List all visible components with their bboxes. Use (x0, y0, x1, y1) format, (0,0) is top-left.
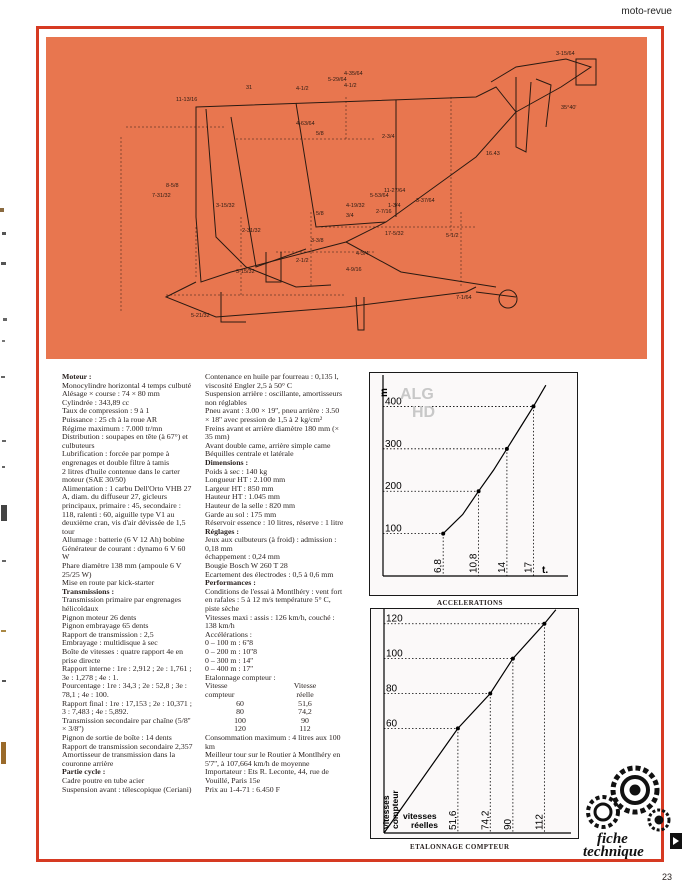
dimension-label: 2-31/32 (242, 228, 261, 234)
badge-line-1: fiche (597, 831, 628, 847)
dimension-label: 2-7/16 (376, 209, 392, 215)
spec-line: Consommation maximum : 4 litres aux 100 km (205, 732, 341, 751)
x-tick-label: 17 (523, 561, 535, 573)
spec-line: Ecartement des électrodes : 0,5 à 0,6 mm (205, 569, 334, 579)
x-tick-label: 51,6 (447, 810, 459, 830)
x-tick-label: 74,2 (480, 810, 492, 830)
y-tick-label: 100 (385, 523, 402, 535)
dimension-label: 3-15/32 (236, 269, 255, 275)
spec-line: Cadre poutre en tube acier (62, 775, 145, 785)
spec-line: Pourcentage : 1re : 34,3 ; 2e : 52,8 ; 3e : 78,1 ; 4e : 100. (62, 681, 187, 699)
dimension-label: 5/8 (316, 211, 324, 217)
left-page-edge (0, 0, 10, 890)
spec-line: Hauteur de la selle : 820 mm (205, 500, 296, 510)
table-cell: 80 (236, 707, 244, 717)
spec-line: Avant double came, arrière simple came (205, 440, 331, 450)
spec-line: Amortisseur de transmission dans la couronne arrière (62, 750, 176, 768)
spec-heading: Partie cycle : (62, 767, 106, 777)
dimension-label: 2-1/2 (296, 258, 309, 264)
x-axis-title: vitesses (403, 811, 437, 821)
table-header: compteur (205, 689, 235, 699)
dimension-label: 11-13/16 (176, 97, 198, 103)
spec-heading: Transmissions : (62, 586, 115, 596)
y-axis-title: compteur (390, 790, 400, 829)
spec-line: Importateur : Ets R. Leconte, 44, rue de Vouillé, Paris 15e (205, 767, 329, 785)
spec-line: Transmission primaire par engrenages hélicoïdaux (62, 595, 182, 614)
dimension-label: 3-15/32 (216, 203, 235, 209)
x-tick-label: 112 (534, 814, 546, 830)
spec-line: Béquilles centrale et latérale (205, 449, 294, 459)
x-axis-title: réelles (411, 820, 438, 830)
spec-line: Contenance en huile par fourreau : 0,135 l, viscosité Engler 2,5 à 50° C (205, 372, 339, 390)
spec-column-2 (205, 373, 345, 794)
spec-line: Rapport final : 1re : 17,153 ; 2e : 10,371 ; 3 : 7,483 ; 4e : 5,892. (62, 698, 192, 717)
table-cell: 120 (234, 724, 246, 734)
spec-line: 2 litres d'huile contenue dans le carter moteur (SAE 30/50) (62, 466, 180, 485)
y-axis-unit: m (379, 388, 390, 397)
spec-line: Alimentation : 1 carbu Dell'Orto VHB 27 A, diam. du diffuseur 27, gicleurs principaux, primaire : 45, secondaire : 118, ralenti : 60, aiguille type V1 au deuxième cran, vis d'air dévissée de 1,5 tour (62, 483, 192, 536)
spec-line: 0 – 400 m : 17'' (205, 664, 254, 674)
speedometer-calibration-chart (370, 608, 579, 839)
dimension-label: 8-5/8 (166, 183, 179, 189)
x-tick-label: 14 (496, 561, 508, 573)
spec-line: Puissance : 25 ch à la roue AR (62, 414, 158, 424)
table-header: Vitesse (293, 681, 317, 691)
y-tick-label: 60 (386, 718, 398, 730)
x-axis-unit: t. (542, 565, 549, 576)
spec-line: Allumage : batterie (6 V 12 Ah) bobine (62, 535, 185, 545)
fiche-technique-badge (577, 748, 671, 860)
spec-line: Rapport interne : 1re : 2,912 ; 2e : 1,761 ; 3e : 1,278 ; 4e : 1. (62, 664, 192, 682)
spec-line: Embrayage : multidisque à sec (62, 638, 158, 648)
dimension-label: 2-3/4 (382, 134, 395, 140)
spec-line: Poids à sec : 140 kg (205, 466, 268, 476)
spec-line: Vitesses maxi : assis : 126 km/h, couché : 138 km/h (205, 612, 335, 631)
spec-line: Etalonnage compteur : (205, 672, 276, 682)
dimension-label: 5-21/32 (191, 313, 210, 319)
dimension-label: 5-1/2 (446, 233, 459, 239)
y-tick-label: 120 (386, 613, 403, 625)
spec-line: Rapport de transmission secondaire 2,357 (62, 741, 193, 751)
dimension-label: 31 (246, 85, 253, 91)
spec-line: Pignon embrayage 65 dents (62, 621, 149, 631)
spec-line: Alésage × course : 74 × 80 mm (62, 389, 160, 399)
watermark: ALG (400, 386, 434, 403)
dimension-label: 17-5/32 (385, 231, 404, 237)
table-cell: 74,2 (298, 707, 312, 717)
spec-line: Accélérations : (205, 629, 252, 639)
table-header: Vitesse (205, 681, 228, 691)
y-tick-label: 100 (386, 648, 403, 660)
spec-line: Conditions de l'essai à Montlhéry : vent fort en rafales : 5 à 12 m/s température 5° C, piste sèche (205, 586, 343, 614)
spec-heading: Moteur : (62, 372, 92, 381)
table-cell: 60 (236, 698, 244, 708)
dimension-label: 5-29/64 (328, 77, 347, 83)
dimension-label: 4-19/32 (346, 203, 365, 209)
dimension-label: 11-27/64 (384, 188, 406, 194)
dimension-label: 1-3/4 (388, 203, 401, 209)
dimension-label: 3-15/64 (556, 51, 575, 57)
spec-line: Phare diamètre 138 mm (ampoule 6 V 25/25 W) (62, 561, 182, 579)
spec-line: Garde au sol : 175 mm (205, 509, 277, 519)
spec-line: Générateur de courant : dynamo 6 V 60 W (62, 543, 186, 562)
frame-blueprint (46, 37, 647, 359)
dimension-label: 4-9/16 (346, 267, 362, 273)
y-tick-label: 300 (385, 438, 402, 450)
dimension-label: 3/4 (346, 213, 354, 219)
dimension-label: 4-63/64 (296, 121, 315, 127)
spec-line: Mise en route par kick-starter (62, 578, 155, 588)
y-axis-title: vitesses (381, 795, 391, 829)
x-tick-label: 6,8 (433, 559, 445, 573)
dimension-label: 7-31/32 (152, 193, 171, 199)
page-number: 23 (661, 872, 672, 882)
accelerations-chart (369, 372, 578, 596)
spec-line: Pignon moteur 26 dents (62, 612, 137, 622)
speedometer-calibration-table (205, 682, 345, 734)
spec-line: 0 – 200 m : 10''8 (205, 647, 257, 656)
spec-heading: Réglages : (205, 526, 239, 536)
spec-heading: Dimensions : (205, 457, 249, 467)
x-tick-label: 90 (502, 818, 514, 830)
y-tick-label: 400 (385, 396, 402, 408)
badge-line-2: technique (583, 844, 644, 860)
spec-line: Suspension avant : télescopique (Ceriani) (62, 784, 192, 794)
dimension-label: 5-53/64 (370, 193, 389, 199)
dimension-label: 35°40' (561, 105, 577, 111)
calibration-caption: ETALONNAGE COMPTEUR (410, 843, 510, 851)
data-curve (384, 610, 556, 833)
table-cell: 100 (234, 715, 246, 725)
spec-line: Meilleur tour sur le Routier à Montlhéry en 5'7'', à 107,664 km/h de moyenne (205, 750, 341, 768)
spec-line: Boîte de vitesses : quatre rapport 4e en prise directe (62, 647, 184, 665)
spec-line: Pneu avant : 3.00 × 19'', pneu arrière : 3.50 × 18'' avec pression de 1,5 à 2 kg/cm² (205, 406, 340, 424)
page-turn-icon[interactable] (669, 832, 683, 850)
x-tick-label: 10,8 (468, 553, 480, 573)
spec-column-1 (62, 373, 194, 794)
dimension-label: 4-1/2 (344, 83, 357, 89)
dimension-label: 5/8 (316, 131, 324, 137)
accelerations-caption: ACCELERATIONS (437, 599, 503, 607)
spec-line: Prix au 1-4-71 : 6.450 F (205, 784, 280, 794)
spec-heading: Performances : (205, 578, 256, 588)
spec-line: Longueur HT : 2.100 mm (205, 475, 286, 485)
spec-line: Cylindrée : 343,89 cc (62, 397, 130, 407)
dimension-label: 16.43 (486, 151, 500, 157)
table-cell: 112 (299, 724, 311, 734)
spec-line: Taux de compression : 9 à 1 (62, 406, 150, 416)
table-header: réelle (296, 689, 314, 699)
y-tick-label: 200 (385, 481, 402, 493)
spec-line: Largeur HT : 850 mm (205, 483, 274, 493)
spec-line: Réservoir essence : 10 litres, réserve : 1 litre (205, 518, 344, 528)
spec-line: Lubrification : forcée par pompe à engrenages et double filtre à tamis (62, 449, 170, 467)
spec-line: Distribution : soupapes en tête (à 67°) et culbuteurs (62, 432, 188, 450)
spec-line: Freins avant et arrière diamètre 180 mm (× 35 mm) (205, 423, 340, 442)
spec-line: Régime maximum : 7.000 tr/mn (62, 423, 163, 433)
spec-line: Transmission secondaire par chaîne (5/8'' × 3/8'') (62, 715, 191, 734)
spec-line: 0 – 100 m : 6''8 (205, 638, 254, 648)
data-curve (443, 385, 546, 533)
dimension-label: 3-3/8 (311, 238, 324, 244)
spec-line: Pignon de sortie de boîte : 14 dents (62, 732, 172, 742)
dimension-label: 4-3/4 (356, 251, 369, 257)
spec-line: Jeux aux culbuteurs (à froid) : admission : 0,18 mm (205, 535, 337, 553)
y-tick-label: 80 (386, 683, 398, 695)
spec-line: Bougie Bosch W 260 T 28 (205, 561, 288, 571)
dimension-label: 7-1/64 (456, 295, 472, 301)
spec-line: 0 – 300 m : 14'' (205, 655, 254, 665)
table-cell: 90 (301, 715, 309, 725)
spec-line: Monocylindre horizontal 4 temps culbuté (62, 380, 192, 390)
spec-line: Suspension arrière : oscillante, amortisseurs non réglables (205, 389, 343, 407)
table-cell: 51,6 (298, 698, 312, 708)
watermark: HD (412, 404, 436, 421)
spec-line: Hauteur HT : 1.045 mm (205, 492, 280, 502)
dimension-label: 3-37/64 (416, 198, 435, 204)
magazine-name: moto-revue (621, 6, 672, 17)
spec-line: échappement : 0,24 mm (205, 552, 280, 562)
dimension-label: 4-1/2 (296, 86, 309, 92)
spec-line: Rapport de transmission : 2,5 (62, 629, 154, 639)
dimension-label: 4-35/64 (344, 71, 363, 77)
